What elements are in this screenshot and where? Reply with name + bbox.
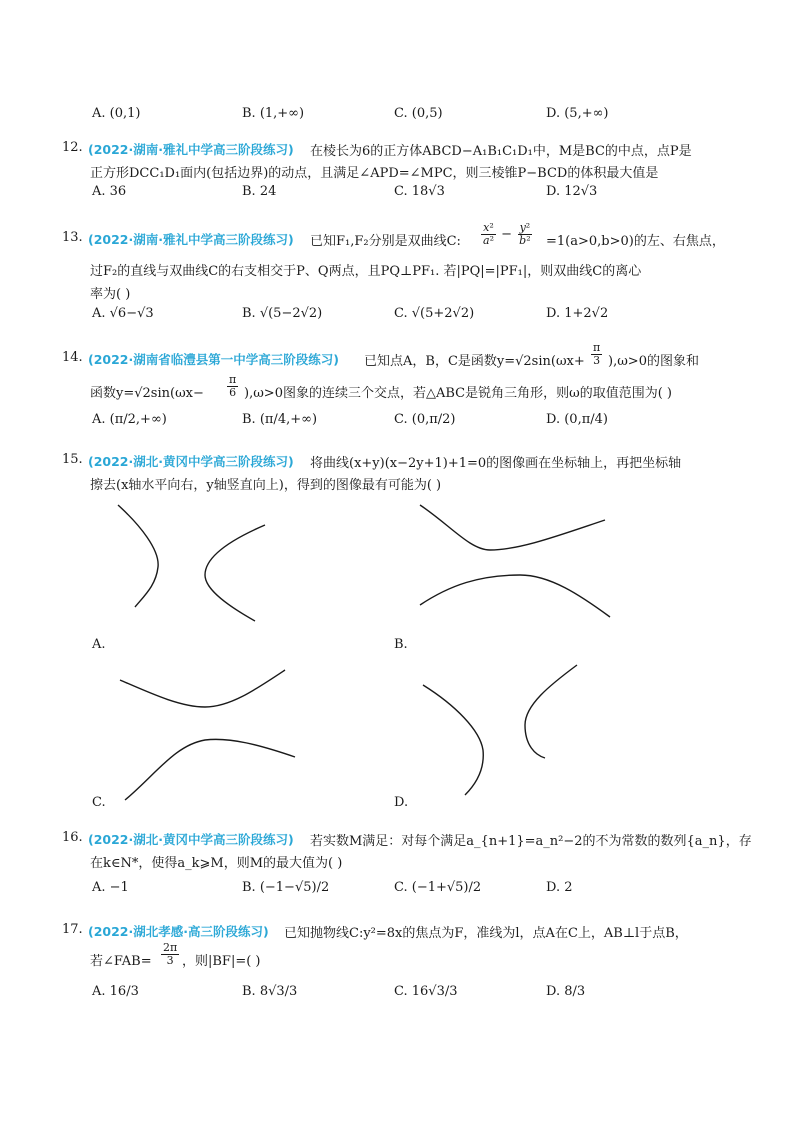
q15-label-b: B. <box>394 637 408 652</box>
q12-options <box>92 184 752 202</box>
q14-option-d[interactable]: D. (0,π/4) <box>546 412 608 427</box>
q17-line2a: 若∠FAB= <box>90 954 152 969</box>
q16-options <box>92 880 752 902</box>
q16-line2: 在k∈N*，使得a_k⩾M，则M的最大值为( ) <box>90 856 343 871</box>
q14-number: 14. <box>62 350 83 365</box>
q15-graph-b[interactable] <box>410 495 630 625</box>
q15-label-c: C. <box>92 795 106 810</box>
q16-line1: 若实数M满足：对每个满足a_{n+1}=a_n²−2的不为常数的数列{a_n}，存 <box>310 834 752 849</box>
q17-frac-2pi-3: $\frac{2\pi}{3}$ <box>163 941 178 967</box>
q17-option-d[interactable]: D. 8/3 <box>546 984 586 999</box>
q17-source: (2022·湖北孝感·高三阶段练习) <box>88 924 269 939</box>
q15-number: 15. <box>62 452 83 467</box>
q13-line1a: 已知F₁,F₂分别是双曲线C: <box>310 234 461 249</box>
q15-line1: 将曲线(x+y)(x−2y+1)+1=0的图像画在坐标轴上，再把坐标轴 <box>310 456 682 471</box>
q11-option-d[interactable]: D. (5,+∞) <box>546 106 609 121</box>
q17-line1: 已知抛物线C:y²=8x的焦点为F，准线为l，点A在C上，AB⊥l于点B， <box>284 926 688 941</box>
q14-line1b: ),ω>0的图象和 <box>608 354 699 369</box>
q15-label-d: D. <box>394 795 409 810</box>
q17-options <box>92 984 752 1006</box>
q11-options <box>92 106 752 124</box>
q14-option-a[interactable]: A. (π/2,+∞) <box>92 412 167 427</box>
q12-line2: 正方形DCC₁D₁面内(包括边界)的动点，且满足∠APD=∠MPC，则三棱锥P−BCD的体积最大值是 <box>90 166 659 181</box>
q13-options <box>92 306 752 324</box>
q12-number: 12. <box>62 140 83 155</box>
q14-option-b[interactable]: B. (π/4,+∞) <box>242 412 318 427</box>
q13-option-d[interactable]: D. 1+2√2 <box>546 306 609 321</box>
q12-option-c[interactable]: C. 18√3 <box>394 184 445 199</box>
q14-frac-pi-3: $\frac{\pi}{3}$ <box>593 341 601 367</box>
q17-option-a[interactable]: A. 16/3 <box>92 984 139 999</box>
q16-option-b[interactable]: B. (−1−√5)/2 <box>242 880 330 895</box>
q16-number: 16. <box>62 830 83 845</box>
q13-option-a[interactable]: A. √6−√3 <box>92 306 154 321</box>
q14-source: (2022·湖南省临澧县第一中学高三阶段练习) <box>88 352 339 367</box>
q13-source: (2022·湖南·雅礼中学高三阶段练习) <box>88 232 294 247</box>
q15-label-a: A. <box>92 637 106 652</box>
q16-option-c[interactable]: C. (−1+√5)/2 <box>394 880 482 895</box>
q17-line2b: ，则|BF|=( ) <box>182 954 261 969</box>
q14-options <box>92 412 752 434</box>
q13-option-c[interactable]: C. √(5+2√2) <box>394 306 475 321</box>
q14-option-c[interactable]: C. (0,π/2) <box>394 412 456 427</box>
q15-graph-c[interactable] <box>110 665 310 805</box>
q14-frac-pi-6: $\frac{\pi}{6}$ <box>229 373 237 399</box>
q17-option-c[interactable]: C. 16√3/3 <box>394 984 458 999</box>
q13-hyperbola-eq: $\frac{\text{x²}}{\text{a²}}$ − $\frac{\text{y²}}{\text{b²}}$ <box>483 221 531 247</box>
q14-line2b: ),ω>0图象的连续三个交点，若△ABC是锐角三角形，则ω的取值范围为( ) <box>244 386 672 401</box>
q13-option-b[interactable]: B. √(5−2√2) <box>242 306 323 321</box>
q13-number: 13. <box>62 230 83 245</box>
q12-source: (2022·湖南·雅礼中学高三阶段练习) <box>88 142 294 157</box>
q13-line1b: =1(a>0,b>0)的左、右焦点， <box>546 234 725 249</box>
q13-line3: 率为( ) <box>90 287 131 302</box>
q12-option-b[interactable]: B. 24 <box>242 184 277 199</box>
q17-option-b[interactable]: B. 8√3/3 <box>242 984 298 999</box>
q17-number: 17. <box>62 922 83 937</box>
q11-option-c[interactable]: C. (0,5) <box>394 106 443 121</box>
q12-option-d[interactable]: D. 12√3 <box>546 184 598 199</box>
q11-option-a[interactable]: A. (0,1) <box>92 106 141 121</box>
q16-option-a[interactable]: A. −1 <box>92 880 129 895</box>
q15-line2: 擦去(x轴水平向右，y轴竖直向上)，得到的图像最有可能为( ) <box>90 478 442 493</box>
q15-graph-d[interactable] <box>415 660 595 800</box>
q11-option-b[interactable]: B. (1,+∞) <box>242 106 305 121</box>
q15-source: (2022·湖北·黄冈中学高三阶段练习) <box>88 454 294 469</box>
q14-line2a: 函数y=√2sin(ωx− <box>90 386 204 401</box>
q13-line2: 过F₂的直线与双曲线C的右支相交于P、Q两点，且PQ⊥PF₁. 若|PQ|=|PF₁|，则双曲线C的离心 <box>90 264 642 279</box>
q16-source: (2022·湖北·黄冈中学高三阶段练习) <box>88 832 294 847</box>
q12-option-a[interactable]: A. 36 <box>92 184 127 199</box>
q16-option-d[interactable]: D. 2 <box>546 880 573 895</box>
q15-graph-a[interactable] <box>100 495 300 625</box>
q12-line1: 在棱长为6的正方体ABCD−A₁B₁C₁D₁中，M是BC的中点，点P是 <box>310 144 692 159</box>
q14-line1a: 已知点A，B，C是函数y=√2sin(ωx+ <box>364 354 585 369</box>
